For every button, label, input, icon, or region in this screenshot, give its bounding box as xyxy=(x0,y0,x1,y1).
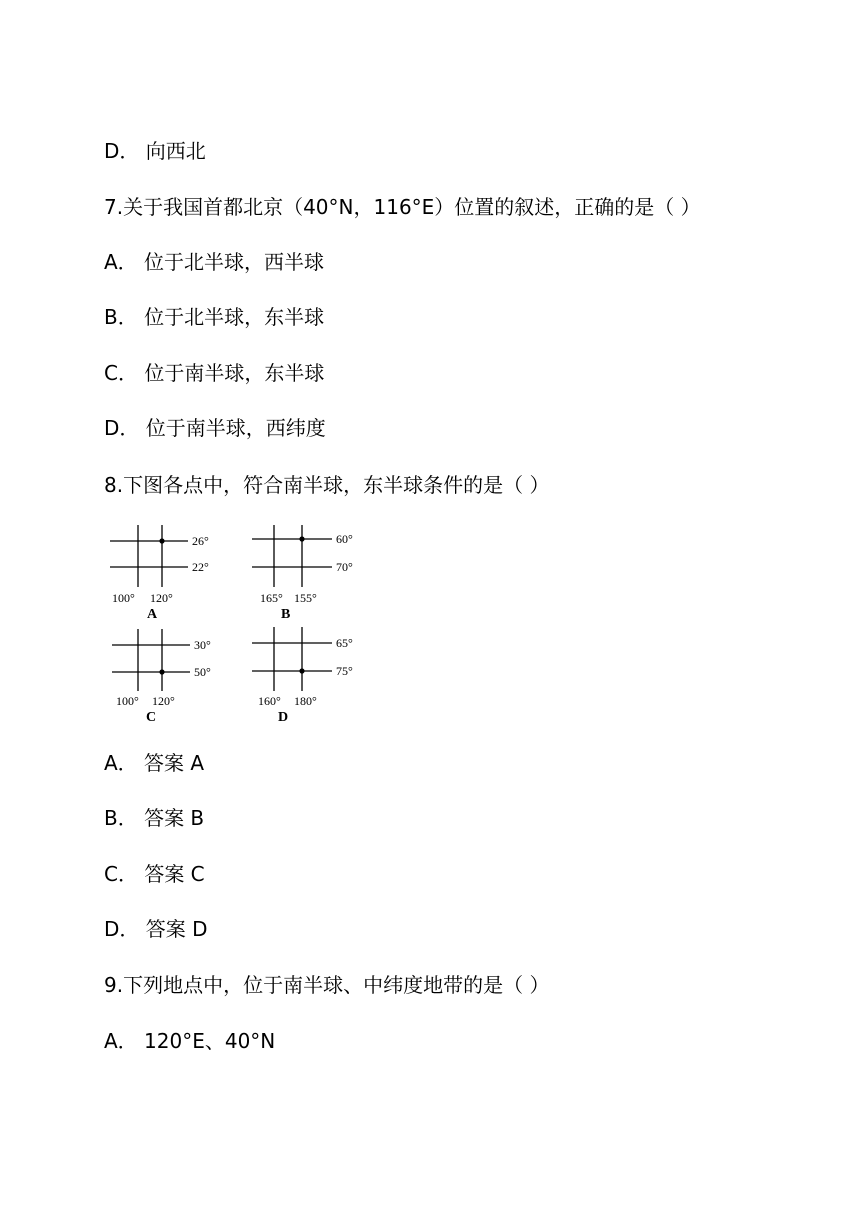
grid-a-lat-1: 26° xyxy=(192,534,209,548)
grid-a-letter: A xyxy=(147,607,158,622)
q7-option-c: C． 位于南半球，东半球 xyxy=(104,361,325,385)
q7-option-d: D． 位于南半球，西纬度 xyxy=(104,416,326,440)
q6-option-d: D． 向西北 xyxy=(104,139,206,163)
grid-c-lon-2: 120° xyxy=(152,694,175,708)
grid-d-point xyxy=(299,668,304,673)
grid-b-lon-1: 165° xyxy=(260,591,283,605)
grid-b-lon-2: 155° xyxy=(294,591,317,605)
grid-d-lon-2: 180° xyxy=(294,694,317,708)
grid-d xyxy=(252,627,353,725)
grid-c-letter: C xyxy=(146,710,157,725)
q8-option-b: B． 答案 B xyxy=(104,806,205,830)
grid-b-lat-1: 60° xyxy=(336,532,353,546)
question-9: 9.下列地点中，位于南半球、中纬度地带的是（ ） xyxy=(104,973,550,997)
lat-lon-grid-figure xyxy=(100,517,400,727)
grid-a xyxy=(110,525,209,622)
q7-option-b: B． 位于北半球，东半球 xyxy=(104,305,325,329)
q7-option-a: A． 位于北半球，西半球 xyxy=(104,250,325,274)
grid-d-lon-1: 160° xyxy=(258,694,281,708)
question-7: 7.关于我国首都北京（40°N，116°E）位置的叙述，正确的是（ ） xyxy=(104,195,701,219)
grid-c xyxy=(112,629,211,725)
grid-b-lat-2: 70° xyxy=(336,560,353,574)
grid-c-lon-1: 100° xyxy=(116,694,139,708)
grid-d-lat-1: 65° xyxy=(336,636,353,650)
question-8: 8.下图各点中，符合南半球，东半球条件的是（ ） xyxy=(104,473,550,497)
grid-c-lat-1: 30° xyxy=(194,638,211,652)
grid-c-point xyxy=(159,669,164,674)
q8-option-a: A． 答案 A xyxy=(104,751,205,775)
q9-option-a: A． 120°E、40°N xyxy=(104,1029,276,1053)
grid-a-lon-2: 120° xyxy=(150,591,173,605)
grid-b-letter: B xyxy=(281,607,291,622)
grid-b-point xyxy=(299,536,304,541)
grid-a-point xyxy=(159,538,164,543)
grid-a-lon-1: 100° xyxy=(112,591,135,605)
q8-option-d: D． 答案 D xyxy=(104,917,208,941)
grid-c-lat-2: 50° xyxy=(194,665,211,679)
grid-d-lat-2: 75° xyxy=(336,664,353,678)
grid-a-lat-2: 22° xyxy=(192,560,209,574)
grid-b xyxy=(252,525,353,622)
grid-d-letter: D xyxy=(278,710,289,725)
q8-option-c: C． 答案 C xyxy=(104,862,205,886)
